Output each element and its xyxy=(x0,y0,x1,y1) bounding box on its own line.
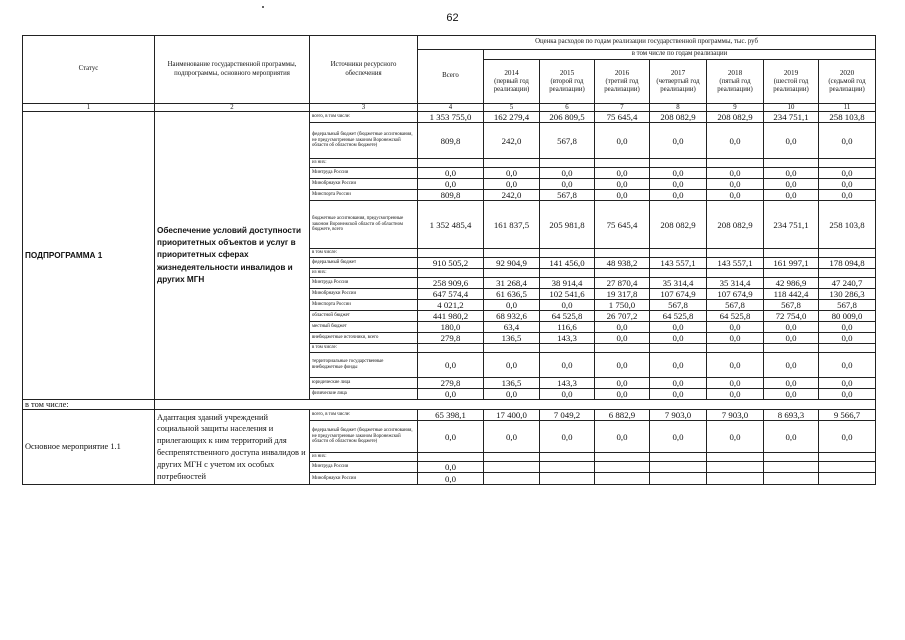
header-including-years: в том числе по годам реализации xyxy=(484,50,876,60)
amount-cell: 19 317,8 xyxy=(595,289,650,300)
amount-cell xyxy=(540,453,595,462)
amount-cell xyxy=(819,473,876,485)
amount-cell: 1 750,0 xyxy=(595,300,650,311)
amount-cell: 0,0 xyxy=(418,473,484,485)
amount-cell xyxy=(540,269,595,278)
amount-cell: 0,0 xyxy=(595,190,650,201)
amount-cell: 0,0 xyxy=(764,179,819,190)
amount-cell: 143 557,1 xyxy=(707,258,764,269)
amount-cell: 107 674,9 xyxy=(707,289,764,300)
amount-cell: 0,0 xyxy=(595,389,650,400)
amount-cell: 48 938,2 xyxy=(595,258,650,269)
source-label: всего, в том числе: xyxy=(310,112,418,123)
amount-cell: 208 082,9 xyxy=(650,201,707,249)
amount-cell: 0,0 xyxy=(764,389,819,400)
amount-cell xyxy=(418,159,484,168)
amount-cell: 0,0 xyxy=(819,322,876,333)
amount-cell: 136,5 xyxy=(484,333,540,344)
column-number: 6 xyxy=(540,104,595,112)
page-number: 62 xyxy=(446,12,459,24)
amount-cell: 0,0 xyxy=(595,421,650,453)
amount-cell xyxy=(595,462,650,473)
amount-cell: 0,0 xyxy=(650,353,707,378)
amount-cell: 567,8 xyxy=(540,123,595,159)
amount-cell: 647 574,4 xyxy=(418,289,484,300)
amount-cell xyxy=(707,159,764,168)
column-number: 8 xyxy=(650,104,707,112)
amount-cell: 0,0 xyxy=(764,123,819,159)
amount-cell xyxy=(764,249,819,258)
amount-cell: 0,0 xyxy=(650,322,707,333)
amount-cell xyxy=(707,344,764,353)
amount-cell: 161 837,5 xyxy=(484,201,540,249)
header-year-2017 xyxy=(650,60,707,104)
header-year-value: 2014 xyxy=(504,68,519,77)
amount-cell xyxy=(819,269,876,278)
amount-cell: 567,8 xyxy=(819,300,876,311)
amount-cell xyxy=(764,473,819,485)
amount-cell: 0,0 xyxy=(595,353,650,378)
amount-cell xyxy=(707,249,764,258)
amount-cell: 0,0 xyxy=(650,123,707,159)
amount-cell xyxy=(819,159,876,168)
amount-cell xyxy=(650,344,707,353)
header-year-2020 xyxy=(819,60,876,104)
header-year-value: 2020 xyxy=(839,68,855,77)
amount-cell: 0,0 xyxy=(819,389,876,400)
amount-cell: 0,0 xyxy=(819,123,876,159)
amount-cell xyxy=(707,473,764,485)
amount-cell: 72 754,0 xyxy=(764,311,819,322)
amount-cell: 0,0 xyxy=(764,168,819,179)
amount-cell: 1 352 485,4 xyxy=(418,201,484,249)
amount-cell: 116,6 xyxy=(540,322,595,333)
amount-cell xyxy=(764,462,819,473)
amount-cell xyxy=(707,462,764,473)
column-number: 3 xyxy=(310,104,418,112)
amount-cell: 162 279,4 xyxy=(484,112,540,123)
source-label: Минтруда России xyxy=(310,462,418,473)
amount-cell: 180,0 xyxy=(418,322,484,333)
amount-cell: 64 525,8 xyxy=(540,311,595,322)
source-label: Минтруда России xyxy=(310,278,418,289)
amount-cell: 0,0 xyxy=(707,190,764,201)
amount-cell xyxy=(484,344,540,353)
amount-cell: 0,0 xyxy=(540,300,595,311)
amount-cell: 0,0 xyxy=(707,333,764,344)
amount-cell: 809,8 xyxy=(418,190,484,201)
measure-status: Основное мероприятие 1.1 xyxy=(23,410,155,485)
column-number: 1 xyxy=(23,104,155,112)
header-status: Статус xyxy=(23,36,155,104)
amount-cell xyxy=(484,453,540,462)
amount-cell: 64 525,8 xyxy=(707,311,764,322)
header-year-2014 xyxy=(484,60,540,104)
amount-cell: 0,0 xyxy=(707,123,764,159)
amount-cell: 208 082,9 xyxy=(707,112,764,123)
column-number: 10 xyxy=(764,104,819,112)
header-year-desc: (седьмой год реализации) xyxy=(828,77,866,93)
subprogram-name: Обеспечение условий доступности приоритетных объектов и услуг в приоритетных сферах жизнедеятельности инвалидов и других МГН xyxy=(155,112,310,400)
source-label: федеральный бюджет (бюджетные ассигнования, не предусмотренные законом Воронежской области об областном бюджете) xyxy=(310,123,418,159)
source-label: Минобрнауки России xyxy=(310,289,418,300)
amount-cell: 0,0 xyxy=(418,389,484,400)
amount-cell: 0,0 xyxy=(650,421,707,453)
source-label: внебюджетные источники, всего xyxy=(310,333,418,344)
amount-cell: 0,0 xyxy=(764,421,819,453)
amount-cell: 0,0 xyxy=(418,421,484,453)
amount-cell: 0,0 xyxy=(650,190,707,201)
amount-cell xyxy=(819,453,876,462)
amount-cell xyxy=(650,269,707,278)
header-year-desc: (пятый год реализации) xyxy=(717,77,753,93)
amount-cell: 0,0 xyxy=(819,190,876,201)
source-label: областной бюджет xyxy=(310,311,418,322)
amount-cell xyxy=(484,159,540,168)
header-sources: Источники ресурсного обеспечения xyxy=(310,36,418,104)
source-label: в том числе: xyxy=(310,249,418,258)
amount-cell: 242,0 xyxy=(484,123,540,159)
amount-cell: 0,0 xyxy=(484,353,540,378)
header-year-value: 2019 xyxy=(783,68,799,77)
amount-cell xyxy=(764,269,819,278)
amount-cell: 0,0 xyxy=(540,168,595,179)
header-year-value: 2016 xyxy=(614,68,630,77)
amount-cell: 0,0 xyxy=(484,300,540,311)
amount-cell: 0,0 xyxy=(650,168,707,179)
amount-cell: 1 353 755,0 xyxy=(418,112,484,123)
amount-cell: 0,0 xyxy=(418,168,484,179)
amount-cell: 64 525,8 xyxy=(650,311,707,322)
amount-cell: 208 082,9 xyxy=(707,201,764,249)
amount-cell: 279,8 xyxy=(418,378,484,389)
source-label: Минтруда России xyxy=(310,168,418,179)
amount-cell: 17 400,0 xyxy=(484,410,540,421)
amount-cell: 0,0 xyxy=(650,378,707,389)
amount-cell: 809,8 xyxy=(418,123,484,159)
separator-filler xyxy=(155,400,876,410)
source-label: всего, в том числе: xyxy=(310,410,418,421)
amount-cell: 205 981,8 xyxy=(540,201,595,249)
source-label: федеральный бюджет (бюджетные ассигнования, не предусмотренные законом Воронежской области об областном бюджете) xyxy=(310,421,418,453)
amount-cell: 0,0 xyxy=(764,190,819,201)
amount-cell: 92 904,9 xyxy=(484,258,540,269)
amount-cell: 35 314,4 xyxy=(707,278,764,289)
amount-cell xyxy=(650,159,707,168)
amount-cell: 143,3 xyxy=(540,378,595,389)
amount-cell: 80 009,0 xyxy=(819,311,876,322)
amount-cell: 0,0 xyxy=(764,322,819,333)
amount-cell: 102 541,6 xyxy=(540,289,595,300)
amount-cell: 141 456,0 xyxy=(540,258,595,269)
amount-cell xyxy=(595,159,650,168)
amount-cell xyxy=(540,344,595,353)
source-label: физические лица xyxy=(310,389,418,400)
source-label: Минобрнауки России xyxy=(310,179,418,190)
amount-cell xyxy=(595,344,650,353)
amount-cell: 0,0 xyxy=(819,353,876,378)
amount-cell: 0,0 xyxy=(650,333,707,344)
amount-cell: 567,8 xyxy=(540,190,595,201)
table-row xyxy=(23,112,876,123)
amount-cell: 63,4 xyxy=(484,322,540,333)
column-number: 2 xyxy=(155,104,310,112)
amount-cell: 0,0 xyxy=(707,353,764,378)
amount-cell: 0,0 xyxy=(707,378,764,389)
amount-cell: 258 103,8 xyxy=(819,112,876,123)
column-number: 4 xyxy=(418,104,484,112)
amount-cell: 0,0 xyxy=(484,421,540,453)
amount-cell: 47 240,7 xyxy=(819,278,876,289)
amount-cell: 567,8 xyxy=(764,300,819,311)
amount-cell xyxy=(484,249,540,258)
amount-cell: 0,0 xyxy=(707,389,764,400)
amount-cell: 178 094,8 xyxy=(819,258,876,269)
amount-cell: 0,0 xyxy=(418,179,484,190)
amount-cell: 0,0 xyxy=(650,389,707,400)
amount-cell: 0,0 xyxy=(819,333,876,344)
budget-table xyxy=(22,35,876,485)
amount-cell xyxy=(764,453,819,462)
amount-cell: 143 557,1 xyxy=(650,258,707,269)
amount-cell: 208 082,9 xyxy=(650,112,707,123)
amount-cell xyxy=(819,462,876,473)
amount-cell: 279,8 xyxy=(418,333,484,344)
amount-cell: 0,0 xyxy=(484,168,540,179)
amount-cell: 8 693,3 xyxy=(764,410,819,421)
amount-cell: 6 882,9 xyxy=(595,410,650,421)
amount-cell: 0,0 xyxy=(595,168,650,179)
amount-cell: 0,0 xyxy=(595,123,650,159)
scan-speck xyxy=(262,6,264,8)
column-number: 5 xyxy=(484,104,540,112)
amount-cell xyxy=(650,473,707,485)
source-label: Минобрнауки России xyxy=(310,473,418,485)
header-year-desc: (третий год реализации) xyxy=(604,77,640,93)
header-year-value: 2018 xyxy=(727,68,743,77)
amount-cell: 0,0 xyxy=(418,462,484,473)
amount-cell: 0,0 xyxy=(540,353,595,378)
amount-cell: 0,0 xyxy=(764,353,819,378)
column-number: 9 xyxy=(707,104,764,112)
amount-cell: 258 909,6 xyxy=(418,278,484,289)
amount-cell xyxy=(819,344,876,353)
amount-cell: 61 636,5 xyxy=(484,289,540,300)
amount-cell: 0,0 xyxy=(707,179,764,190)
amount-cell: 42 986,9 xyxy=(764,278,819,289)
amount-cell: 118 442,4 xyxy=(764,289,819,300)
header-year-2019 xyxy=(764,60,819,104)
amount-cell: 0,0 xyxy=(595,179,650,190)
amount-cell: 0,0 xyxy=(764,333,819,344)
amount-cell xyxy=(595,269,650,278)
amount-cell: 26 707,2 xyxy=(595,311,650,322)
amount-cell: 0,0 xyxy=(418,353,484,378)
amount-cell: 136,5 xyxy=(484,378,540,389)
column-number: 7 xyxy=(595,104,650,112)
source-label: федеральный бюджет xyxy=(310,258,418,269)
amount-cell: 0,0 xyxy=(595,322,650,333)
amount-cell: 567,8 xyxy=(650,300,707,311)
amount-cell: 0,0 xyxy=(819,168,876,179)
amount-cell: 107 674,9 xyxy=(650,289,707,300)
measure-name: Адаптация зданий учреждений социальной защиты населения и прилегающих к ним территорий для беспрепятственного доступа инвалидов и других МГН с учетом их особых потребностей xyxy=(155,410,310,485)
source-label: местный бюджет xyxy=(310,322,418,333)
source-label: территориальные государственные внебюджетные фонды xyxy=(310,353,418,378)
amount-cell: 35 314,4 xyxy=(650,278,707,289)
amount-cell: 7 903,0 xyxy=(650,410,707,421)
amount-cell: 0,0 xyxy=(540,389,595,400)
amount-cell: 0,0 xyxy=(484,389,540,400)
header-year-value: 2017 xyxy=(670,68,686,77)
amount-cell: 27 870,4 xyxy=(595,278,650,289)
amount-cell xyxy=(484,473,540,485)
table-row xyxy=(23,410,876,421)
amount-cell xyxy=(540,159,595,168)
amount-cell xyxy=(707,453,764,462)
amount-cell: 7 049,2 xyxy=(540,410,595,421)
amount-cell: 242,0 xyxy=(484,190,540,201)
amount-cell: 9 566,7 xyxy=(819,410,876,421)
amount-cell: 0,0 xyxy=(595,378,650,389)
amount-cell: 143,3 xyxy=(540,333,595,344)
amount-cell: 75 645,4 xyxy=(595,201,650,249)
amount-cell: 234 751,1 xyxy=(764,201,819,249)
source-label: Минспорта России xyxy=(310,300,418,311)
header-total: Всего xyxy=(418,50,484,104)
source-label: в том числе: xyxy=(310,344,418,353)
source-label: бюджетные ассигнования, предусмотренные законом Воронежской области об областном бюджете, всего xyxy=(310,201,418,249)
amount-cell: 68 932,6 xyxy=(484,311,540,322)
column-number: 11 xyxy=(819,104,876,112)
amount-cell xyxy=(650,453,707,462)
amount-cell xyxy=(595,453,650,462)
amount-cell: 0,0 xyxy=(707,421,764,453)
header-year-2015 xyxy=(540,60,595,104)
source-label: из них: xyxy=(310,269,418,278)
header-year-desc: (шестой год реализации) xyxy=(773,77,809,93)
amount-cell: 130 286,3 xyxy=(819,289,876,300)
amount-cell xyxy=(484,269,540,278)
source-label: из них: xyxy=(310,453,418,462)
amount-cell: 65 398,1 xyxy=(418,410,484,421)
amount-cell xyxy=(540,473,595,485)
source-label: юридические лица xyxy=(310,378,418,389)
amount-cell: 0,0 xyxy=(819,179,876,190)
amount-cell xyxy=(484,462,540,473)
amount-cell: 75 645,4 xyxy=(595,112,650,123)
amount-cell: 0,0 xyxy=(484,179,540,190)
header-year-2018 xyxy=(707,60,764,104)
amount-cell xyxy=(595,473,650,485)
amount-cell: 161 997,1 xyxy=(764,258,819,269)
amount-cell xyxy=(819,249,876,258)
amount-cell xyxy=(540,462,595,473)
amount-cell: 0,0 xyxy=(540,421,595,453)
amount-cell: 0,0 xyxy=(707,168,764,179)
amount-cell xyxy=(418,453,484,462)
source-label: Минспорта России xyxy=(310,190,418,201)
header-estimate: Оценка расходов по годам реализации государственной программы, тыс. руб xyxy=(418,36,876,50)
source-label: из них: xyxy=(310,159,418,168)
header-year-desc: (четвертый год реализации) xyxy=(656,77,700,93)
amount-cell: 206 809,5 xyxy=(540,112,595,123)
amount-cell xyxy=(418,344,484,353)
amount-cell: 4 021,2 xyxy=(418,300,484,311)
amount-cell xyxy=(418,249,484,258)
amount-cell: 0,0 xyxy=(595,333,650,344)
amount-cell: 0,0 xyxy=(764,378,819,389)
amount-cell: 441 980,2 xyxy=(418,311,484,322)
header-year-2016 xyxy=(595,60,650,104)
amount-cell xyxy=(595,249,650,258)
amount-cell: 258 103,8 xyxy=(819,201,876,249)
amount-cell xyxy=(418,269,484,278)
amount-cell: 0,0 xyxy=(707,322,764,333)
header-year-desc: (второй год реализации) xyxy=(549,77,585,93)
amount-cell: 234 751,1 xyxy=(764,112,819,123)
in-that-number-label: в том числе: xyxy=(23,400,155,410)
amount-cell xyxy=(650,249,707,258)
amount-cell: 0,0 xyxy=(819,378,876,389)
header-name: Наименование государственной программы, подпрограммы, основного мероприятия xyxy=(155,36,310,104)
amount-cell: 910 505,2 xyxy=(418,258,484,269)
subprogram-status: ПОДПРОГРАММА 1 xyxy=(23,112,155,400)
amount-cell: 0,0 xyxy=(650,179,707,190)
table-row xyxy=(23,400,876,410)
header-year-value: 2015 xyxy=(559,68,575,77)
amount-cell xyxy=(650,462,707,473)
amount-cell xyxy=(764,344,819,353)
amount-cell: 7 903,0 xyxy=(707,410,764,421)
amount-cell xyxy=(764,159,819,168)
amount-cell: 38 914,4 xyxy=(540,278,595,289)
amount-cell: 31 268,4 xyxy=(484,278,540,289)
amount-cell: 567,8 xyxy=(707,300,764,311)
amount-cell: 0,0 xyxy=(819,421,876,453)
amount-cell xyxy=(540,249,595,258)
amount-cell xyxy=(707,269,764,278)
amount-cell: 0,0 xyxy=(540,179,595,190)
header-year-desc: (первый год реализации) xyxy=(493,77,530,93)
